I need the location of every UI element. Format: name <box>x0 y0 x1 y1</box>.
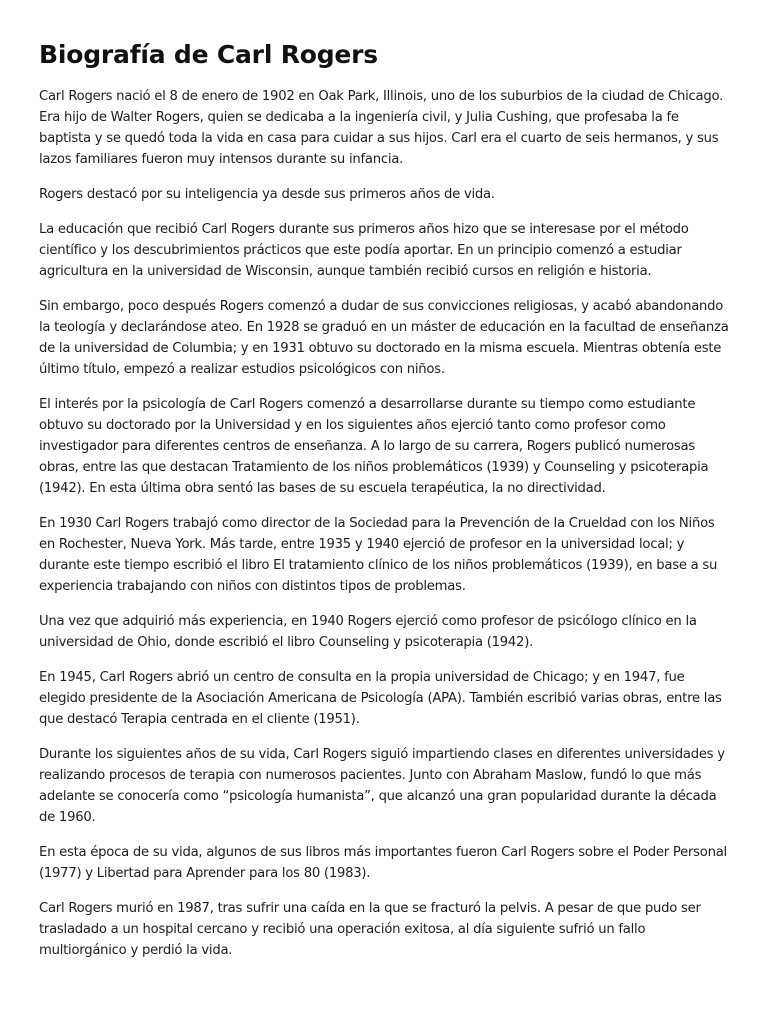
paragraph-chicago-apa: En 1945, Carl Rogers abrió un centro de consulta en la propia universidad de Chicago; y en 1947, fue elegido presidente de la Asociación Americana de Psicología (APA). También escribió varias obras, entre las que destacó Terapia centrada en el cliente (1951). <box>39 670 722 727</box>
paragraph-humanistic: Durante los siguientes años de su vida, Carl Rogers siguió impartiendo clases en diferentes universidades y realizando procesos de terapia con numerosos pacientes. Junto con Abraham Maslow, fundó lo que más adelante se conocería como “psicología humanista”, que alcanzó una gran popularidad durante la década de 1960. <box>39 747 725 825</box>
paragraph-birth: Carl Rogers nació el 8 de enero de 1902 en Oak Park, Illinois, uno de los suburbios de la ciudad de Chicago. Era hijo de Walter Rogers, quien se dedicaba a la ingeniería civil, y Julia Cushing, que profesaba la fe baptista y se quedó toda la vida en casa para cuidar a sus hijos. Carl era el cuarto de seis hermanos, y sus lazos familiares fueron muy intensos durante su infancia. <box>39 89 724 167</box>
paragraph-psychology-interest: El interés por la psicología de Carl Rogers comenzó a desarrollarse durante su tiempo como estudiante obtuvo su doctorado por la Universidad y en los siguientes años ejerció tanto como profesor como investigador para diferentes centros de enseñanza. A lo largo de su carrera, Rogers publicó numerosas obras, entre las que destacan Tratamiento de los niños problemáticos (1939) y Counseling y psicoterapia (1942). En esta última obra sentó las bases de su escuela terapéutica, la no directividad. <box>39 397 709 496</box>
page-title: Biografía de Carl Rogers <box>39 40 378 69</box>
paragraph-education: La educación que recibió Carl Rogers durante sus primeros años hizo que se interesase por el método científico y los descubrimientos prácticos que este podía aportar. En un principio comenzó a estudiar agricultura en la universidad de Wisconsin, aunque también recibió cursos en religión e historia. <box>39 222 689 279</box>
paragraph-rochester: En 1930 Carl Rogers trabajó como director de la Sociedad para la Prevención de la Crueldad con los Niños en Rochester, Nueva York. Más tarde, entre 1935 y 1940 ejerció de profesor en la universidad local; y durante este tiempo escribió el libro El tratamiento clínico de los niños problemáticos (1939), en base a su experiencia trabajando con niños con distintos tipos de problemas. <box>39 516 718 594</box>
paragraph-intelligence: Rogers destacó por su inteligencia ya desde sus primeros años de vida. <box>39 187 495 202</box>
paragraph-ohio: Una vez que adquirió más experiencia, en 1940 Rogers ejerció como profesor de psicólogo clínico en la universidad de Ohio, donde escribió el libro Counseling y psicoterapia (1942). <box>39 614 697 650</box>
paragraph-doubts: Sin embargo, poco después Rogers comenzó a dudar de sus convicciones religiosas, y acabó abandonando la teología y declarándose ateo. En 1928 se graduó en un máster de educación en la facultad de enseñanza de la universidad de Columbia; y en 1931 obtuvo su doctorado en la misma escuela. Mientras obtenía este último título, empezó a realizar estudios psicológicos con niños. <box>39 299 729 377</box>
paragraph-death: Carl Rogers murió en 1987, tras sufrir una caída en la que se fracturó la pelvis. A pesar de que pudo ser trasladado a un hospital cercano y recibió una operación exitosa, al día siguiente sufrió un fallo multiorgánico y perdió la vida. <box>39 901 701 958</box>
paragraph-books: En esta época de su vida, algunos de sus libros más importantes fueron Carl Rogers sobre el Poder Personal (1977) y Libertad para Aprender para los 80 (1983). <box>39 845 727 881</box>
